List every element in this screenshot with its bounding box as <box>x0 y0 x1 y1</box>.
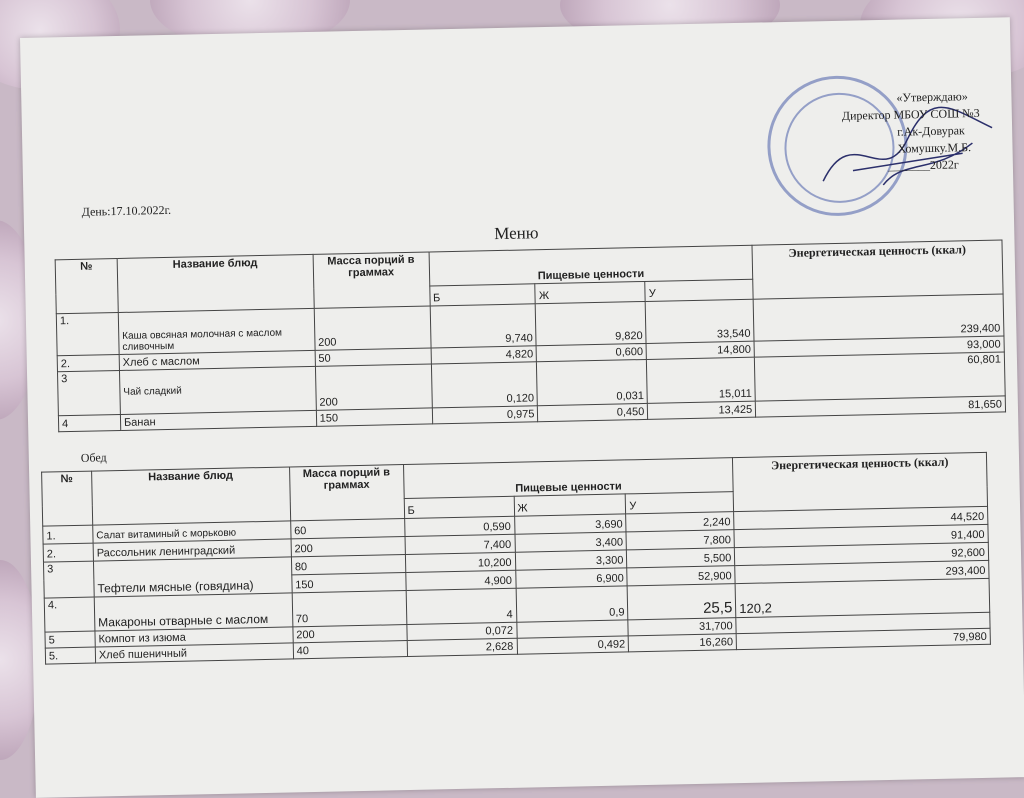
header-u: У <box>626 492 734 514</box>
table-row: 1. Каша овсяная молочная с маслом сливочным 200 9,740 9,820 33,540 239,400 <box>56 294 1004 356</box>
header-mass: Масса порций в граммах <box>313 252 430 308</box>
header-name: Название блюд <box>117 254 314 312</box>
approval-line: г.Ак-Довурак <box>897 123 965 139</box>
header-mass: Масса порций в граммах <box>289 465 404 521</box>
header-name: Название блюд <box>92 467 291 525</box>
header-zh: Ж <box>535 281 645 303</box>
menu-title: Меню <box>494 223 539 244</box>
table-row: 4 Банан 150 0,975 0,450 13,425 81,650 <box>58 396 1005 432</box>
header-b: Б <box>429 284 535 306</box>
header-num: № <box>42 471 93 526</box>
approval-line: Директор МБОУ СОШ №3 <box>841 105 980 123</box>
table-row: 150 4,900 6,900 52,900 293,400 <box>44 560 989 598</box>
table-row: 3 Тефтели мясные (говядина) 80 10,200 3,300 5,500 92,600 <box>43 542 988 580</box>
lunch-table <box>41 452 991 665</box>
approval-line: Хомушку.М.Б. <box>897 140 972 156</box>
header-b: Б <box>404 496 514 518</box>
header-energy: Энергетическая ценность (ккал) <box>733 452 988 511</box>
table-row: 4. Макароны отварные с маслом 70 4 0,9 25,5 120,2 <box>44 578 990 632</box>
breakfast-table <box>55 239 1006 432</box>
header-energy: Энергетическая ценность (ккал) <box>752 240 1003 299</box>
header-num: № <box>55 259 118 314</box>
header-zh: Ж <box>514 494 626 516</box>
approval-line: «Утверждаю» <box>896 89 968 105</box>
table-row: 3 Чай сладкий 200 0,120 0,031 15,011 60,801 <box>57 352 1005 416</box>
header-u: У <box>645 279 753 301</box>
table-row: 2. Рассольник ленинградский 200 7,400 3,400 7,800 91,400 <box>43 524 988 562</box>
menu-sheet <box>20 17 1024 798</box>
menu-date: День:17.10.2022г. <box>81 202 172 219</box>
table-row: 1. Салат витаминый с морьковю 60 0,590 3,690 2,240 44,520 <box>43 506 988 544</box>
approval-line: _______2022г <box>887 157 959 173</box>
table-row: 5. Хлеб пшеничный 40 2,628 0,492 16,260 79,980 <box>45 628 990 664</box>
table-row: 5 Компот из изюма 200 0,072 31,700 <box>45 612 990 648</box>
table-row: 2. Хлеб с маслом 50 4,820 0,600 14,800 93,000 <box>57 336 1004 372</box>
header-nutrients: Пищевые ценности <box>403 458 733 499</box>
lunch-title: Обед <box>80 450 107 465</box>
approval-block <box>841 88 981 176</box>
header-nutrients: Пищевые ценности <box>429 245 753 286</box>
